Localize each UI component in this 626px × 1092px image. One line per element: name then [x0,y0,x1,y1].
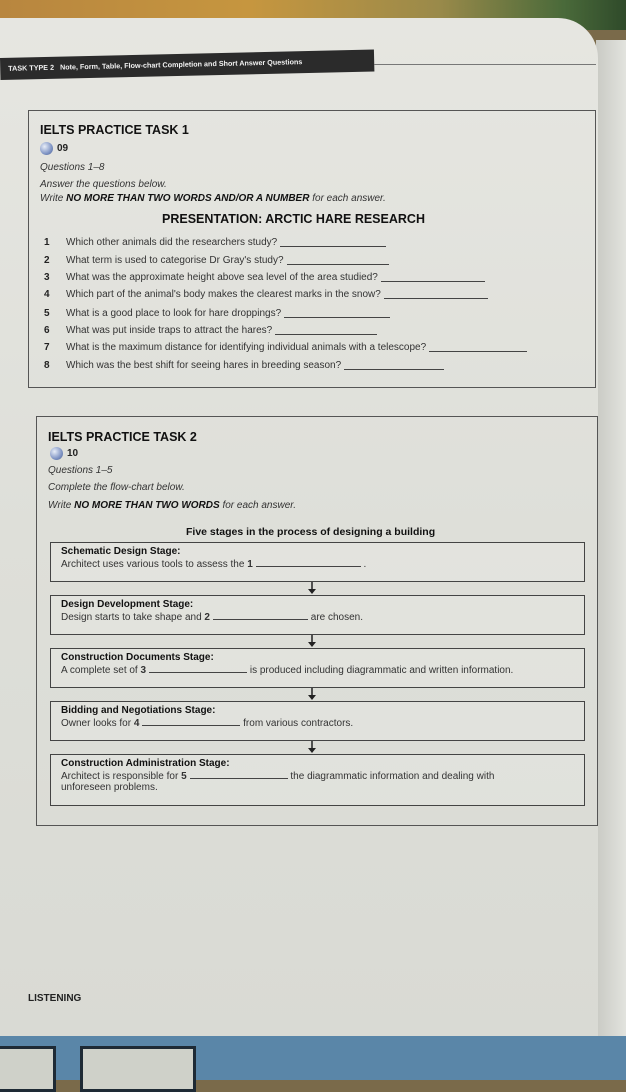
answer-blank[interactable] [381,272,485,282]
write-suffix: for each answer. [312,193,386,204]
task2-title: IELTS PRACTICE TASK 2 [48,430,197,444]
q-num: 3 [44,272,50,283]
question-7 [44,342,527,353]
track-number: 10 [67,448,79,459]
q-text: What is the maximum distance for identifying individual animals with a telescope? [66,342,427,353]
floor-tile [0,1046,56,1092]
task1-track[interactable] [40,142,68,155]
q-text: What was put inside traps to attract the hares? [66,325,273,336]
word-limit-bold: NO MORE THAN TWO WORDS [74,500,220,511]
question-3 [44,272,485,283]
question-2 [44,255,389,266]
answer-blank[interactable] [429,342,527,352]
blank-number: 4 [133,718,140,729]
answer-blank[interactable] [149,663,247,673]
question-8 [44,360,444,371]
q-text: What term is used to categorise Dr Gray's study? [66,255,284,266]
answer-blank[interactable] [190,769,288,779]
flowchart-heading: Five stages in the process of designing a building [186,526,436,538]
q-text: Which was the best shift for seeing hares in breeding season? [66,360,342,371]
answer-blank[interactable] [256,557,361,567]
q-text: What was the approximate height above sea level of the area studied? [66,272,378,283]
question-6 [44,325,377,336]
flowchart-stage-4 [50,701,585,741]
stage-text-after: . [363,559,367,570]
arrow-down-icon [306,741,318,753]
answer-blank[interactable] [284,308,390,318]
task2-word-limit [48,500,296,511]
stage-title: Bidding and Negotiations Stage: [61,705,216,716]
banner-label: TASK TYPE 2 [8,62,55,73]
task1-word-limit [40,193,386,204]
q-text: Which other animals did the researchers study? [66,237,278,248]
flowchart-stage-5 [50,754,585,806]
q-num: 6 [44,325,50,336]
stage-text-after: from various contractors. [243,718,354,729]
answer-blank[interactable] [142,716,240,726]
stage-text: Architect is responsible for [61,771,179,782]
task1-heading: PRESENTATION: ARCTIC HARE RESEARCH [162,212,425,226]
audio-cd-icon [40,142,53,155]
answer-blank[interactable] [344,360,444,370]
stage-title: Design Development Stage: [61,599,194,610]
stage-text: Design starts to take shape and [61,612,202,623]
stage-title: Construction Administration Stage: [61,758,230,769]
page-edge [596,40,626,1040]
write-prefix: Write [40,193,64,204]
q-text: What is a good place to look for hare droppings? [66,308,282,319]
background-bottom [0,1036,626,1080]
answer-blank[interactable] [287,255,389,265]
task1-title: IELTS PRACTICE TASK 1 [40,123,189,137]
task2-questions-range: Questions 1–5 [48,465,113,476]
arrow-down-icon [306,635,318,647]
floor-tile [80,1046,196,1092]
audio-cd-icon [50,447,63,460]
question-1 [44,237,386,248]
q-num: 7 [44,342,50,353]
stage-text-after: are chosen. [310,612,364,623]
arrow-down-icon [306,582,318,594]
answer-blank[interactable] [213,610,308,620]
stage-title: Construction Documents Stage: [61,652,214,663]
q-num: 2 [44,255,50,266]
word-limit-bold: NO MORE THAN TWO WORDS AND/OR A NUMBER [66,193,310,204]
stage-text-line2: unforeseen problems. [61,782,158,793]
stage-title: Schematic Design Stage: [61,546,181,557]
stage-text-after: is produced including diagrammatic and written information. [249,665,514,676]
stage-text-after: the diagrammatic information and dealing with [290,771,495,782]
q-num: 8 [44,360,50,371]
blank-number: 5 [181,771,187,782]
flowchart-stage-3 [50,648,585,688]
answer-blank[interactable] [384,289,488,299]
question-4 [44,289,488,300]
answer-blank[interactable] [280,237,386,247]
task1-instruction: Answer the questions below. [40,179,167,190]
q-num: 5 [44,308,50,319]
write-prefix: Write [48,500,72,511]
q-text: Which part of the animal's body makes the clearest marks in the snow? [66,289,381,300]
task1-questions-range: Questions 1–8 [40,162,105,173]
task2-track[interactable] [50,447,78,460]
q-num: 4 [44,289,50,300]
answer-blank[interactable] [275,325,377,335]
flowchart-stage-2 [50,595,585,635]
stage-text: Owner looks for [61,718,132,729]
stage-text: Architect uses various tools to assess the [61,559,245,570]
banner-text: Note, Form, Table, Flow-chart Completion and Short Answer Questions [59,57,303,72]
banner-rule [374,64,596,65]
section-footer: LISTENING [28,993,82,1004]
blank-number: 3 [140,665,147,676]
q-num: 1 [44,237,50,248]
question-5 [44,308,390,319]
stage-text: A complete set of [61,665,138,676]
task2-instruction: Complete the flow-chart below. [48,482,185,493]
arrow-down-icon [306,688,318,700]
flowchart-stage-1 [50,542,585,582]
blank-number: 2 [204,612,210,623]
track-number: 09 [57,143,69,154]
blank-number: 1 [247,559,253,570]
write-suffix: for each answer. [222,500,297,511]
